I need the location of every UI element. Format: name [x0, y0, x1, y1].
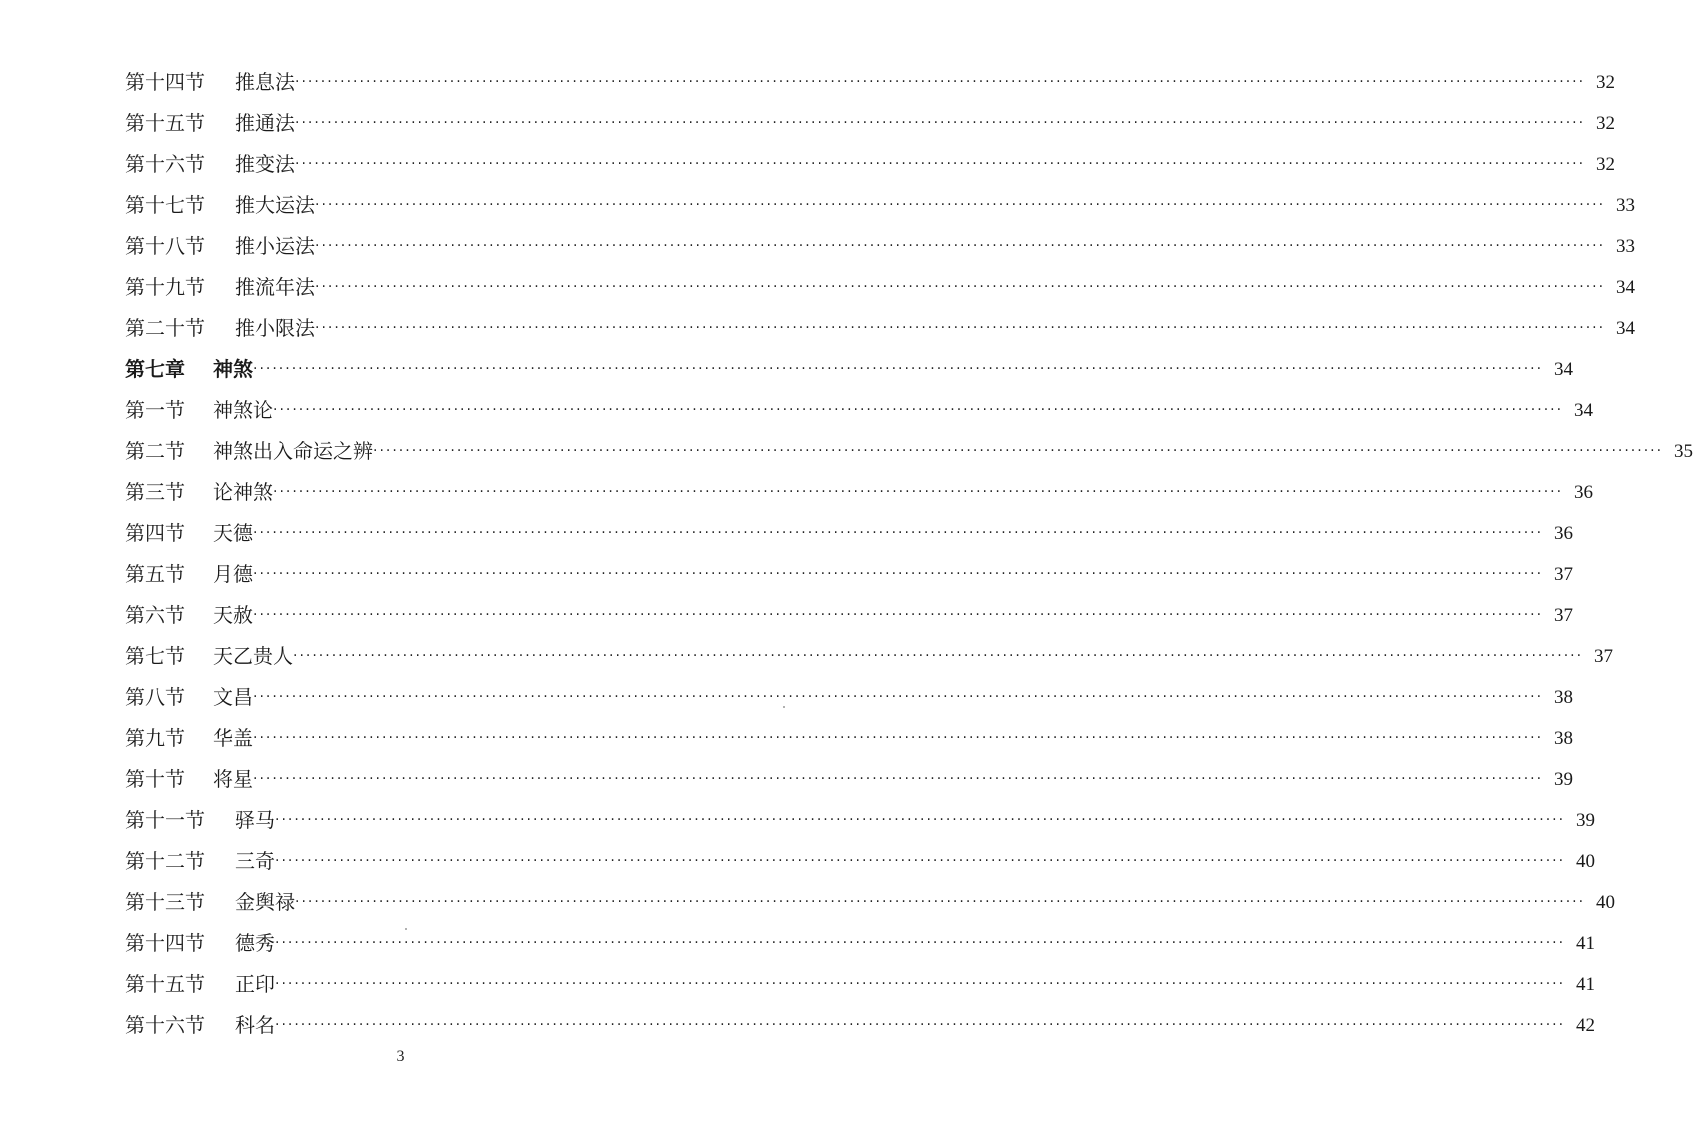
toc-entry-label: 第十节 — [125, 767, 185, 791]
toc-entry-label: 第十三节 — [125, 890, 205, 914]
toc-dot-leader: ········································································································································································································ — [315, 197, 1606, 213]
toc-entry-title: 推大运法 — [235, 193, 315, 217]
toc-dot-leader: ········································································································································································································ — [253, 361, 1544, 377]
toc-dot-leader: ········································································································································································································ — [275, 853, 1566, 869]
toc-entry-label: 第八节 — [125, 685, 185, 709]
toc-entry-label: 第十二节 — [125, 849, 205, 873]
toc-section-entry — [125, 142, 1616, 176]
toc-dot-leader: ········································································································································································································ — [295, 156, 1586, 172]
toc-section-entry — [125, 101, 1616, 135]
toc-dot-leader: ········································································································································································································ — [315, 279, 1606, 295]
toc-entry-label: 第十五节 — [125, 972, 205, 996]
toc-entry-title: 科名 — [235, 1013, 275, 1037]
toc-section-entry — [125, 1003, 1596, 1037]
toc-entry-label: 第十八节 — [125, 234, 205, 258]
toc-entry-title: 驿马 — [235, 808, 275, 832]
toc-entry-label: 第五节 — [125, 562, 185, 586]
toc-dot-leader: ········································································································································································································ — [295, 115, 1586, 131]
toc-entry-page: 33 — [1616, 236, 1636, 257]
toc-entry-page: 34 — [1574, 400, 1594, 421]
toc-dot-leader: ········································································································································································································ — [273, 484, 1564, 500]
toc-entry-label: 第六节 — [125, 603, 185, 627]
toc-entry-title: 神煞论 — [213, 398, 273, 422]
toc-section-entry — [125, 388, 1594, 422]
toc-dot-leader: ········································································································································································································ — [253, 689, 1544, 705]
toc-entry-page: 40 — [1576, 851, 1596, 872]
toc-entry-label: 第七节 — [125, 644, 185, 668]
toc-entry-page: 42 — [1576, 1015, 1596, 1036]
toc-entry-page: 37 — [1554, 605, 1574, 626]
toc-dot-leader: ········································································································································································································ — [253, 607, 1544, 623]
toc-entry-page: 39 — [1554, 769, 1574, 790]
toc-section-entry — [125, 921, 1596, 955]
toc-entry-title: 神煞出入命运之辨 — [213, 439, 373, 463]
toc-entry-title: 将星 — [213, 767, 253, 791]
toc-entry-title: 推通法 — [235, 111, 295, 135]
toc-dot-leader: ········································································································································································································ — [315, 320, 1606, 336]
toc-dot-leader: ········································································································································································································ — [275, 976, 1566, 992]
toc-entry-title: 推小限法 — [235, 316, 315, 340]
toc-dot-leader: ········································································································································································································ — [315, 238, 1606, 254]
toc-entry-label: 第十四节 — [125, 70, 205, 94]
toc-entry-title: 文昌 — [213, 685, 253, 709]
toc-dot-leader: ········································································································································································································ — [295, 74, 1586, 90]
toc-entry-label: 第二十节 — [125, 316, 205, 340]
toc-entry-title: 德秀 — [235, 931, 275, 955]
toc-entry-page: 33 — [1616, 195, 1636, 216]
toc-entry-label: 第十六节 — [125, 152, 205, 176]
scan-speck — [405, 928, 407, 930]
toc-entry-label: 第九节 — [125, 726, 185, 750]
toc-section-entry — [125, 634, 1614, 668]
toc-entry-label: 第十九节 — [125, 275, 205, 299]
toc-entry-page: 39 — [1576, 810, 1596, 831]
toc-entry-title: 金舆禄 — [235, 890, 295, 914]
toc-dot-leader: ········································································································································································································ — [273, 402, 1564, 418]
toc-section-entry — [125, 675, 1574, 709]
toc-entry-title: 三奇 — [235, 849, 275, 873]
toc-entry-label: 第十六节 — [125, 1013, 205, 1037]
toc-entry-page: 36 — [1554, 523, 1574, 544]
toc-entry-label: 第十四节 — [125, 931, 205, 955]
toc-section-entry — [125, 183, 1636, 217]
toc-section-entry — [125, 60, 1616, 94]
toc-dot-leader: ········································································································································································································ — [373, 443, 1664, 459]
toc-section-entry — [125, 757, 1574, 791]
toc-section-entry — [125, 306, 1636, 340]
toc-section-entry — [125, 962, 1596, 996]
toc-dot-leader: ········································································································································································································ — [295, 894, 1586, 910]
toc-entry-page: 32 — [1596, 113, 1616, 134]
toc-entry-label: 第十一节 — [125, 808, 205, 832]
toc-entry-title: 神煞 — [213, 357, 253, 381]
toc-entry-label: 第十七节 — [125, 193, 205, 217]
toc-entry-title: 推变法 — [235, 152, 295, 176]
toc-entry-page: 38 — [1554, 728, 1574, 749]
toc-section-entry — [125, 511, 1574, 545]
toc-entry-page: 32 — [1596, 154, 1616, 175]
toc-entry-title: 月德 — [213, 562, 253, 586]
toc-dot-leader: ········································································································································································································ — [253, 730, 1544, 746]
toc-entry-title: 华盖 — [213, 726, 253, 750]
toc-dot-leader: ········································································································································································································ — [253, 771, 1544, 787]
toc-entry-title: 正印 — [235, 972, 275, 996]
toc-entry-page: 37 — [1554, 564, 1574, 585]
toc-entry-title: 论神煞 — [213, 480, 273, 504]
toc-entry-title: 天乙贵人 — [213, 644, 293, 668]
toc-section-entry — [125, 839, 1596, 873]
toc-entry-label: 第七章 — [125, 357, 185, 381]
toc-entry-page: 32 — [1596, 72, 1616, 93]
toc-entry-page: 40 — [1596, 892, 1616, 913]
toc-entry-page: 41 — [1576, 974, 1596, 995]
toc-section-entry — [125, 880, 1616, 914]
toc-section-entry — [125, 593, 1574, 627]
toc-entry-page: 36 — [1574, 482, 1594, 503]
toc-section-entry — [125, 429, 1693, 463]
toc-dot-leader: ········································································································································································································ — [275, 935, 1566, 951]
toc-dot-leader: ········································································································································································································ — [253, 525, 1544, 541]
toc-entry-label: 第三节 — [125, 480, 185, 504]
scan-speck — [783, 706, 785, 708]
toc-entry-page: 37 — [1594, 646, 1614, 667]
toc-section-entry — [125, 716, 1574, 750]
toc-entry-label: 第四节 — [125, 521, 185, 545]
toc-entry-title: 天赦 — [213, 603, 253, 627]
toc-entry-title: 天德 — [213, 521, 253, 545]
toc-dot-leader: ········································································································································································································ — [275, 812, 1566, 828]
toc-entry-label: 第十五节 — [125, 111, 205, 135]
toc-dot-leader: ········································································································································································································ — [253, 566, 1544, 582]
toc-entry-page: 41 — [1576, 933, 1596, 954]
toc-entry-title: 推息法 — [235, 70, 295, 94]
toc-entry-label: 第一节 — [125, 398, 185, 422]
page-number: 3 — [396, 1048, 405, 1065]
toc-entry-label: 第二节 — [125, 439, 185, 463]
toc-section-entry — [125, 798, 1596, 832]
toc-section-entry — [125, 470, 1594, 504]
toc-section-entry — [125, 224, 1636, 258]
toc-entry-page: 34 — [1554, 359, 1574, 380]
toc-section-entry — [125, 265, 1636, 299]
toc-entry-page: 34 — [1616, 277, 1636, 298]
toc-entry-page: 35 — [1674, 441, 1693, 462]
toc-section-entry — [125, 552, 1574, 586]
toc-entry-page: 38 — [1554, 687, 1574, 708]
toc-entry-title: 推小运法 — [235, 234, 315, 258]
toc-entry-title: 推流年法 — [235, 275, 315, 299]
toc-chapter-entry — [125, 347, 1574, 381]
toc-dot-leader: ········································································································································································································ — [293, 648, 1584, 664]
toc-dot-leader: ········································································································································································································ — [275, 1017, 1566, 1033]
toc-entry-page: 34 — [1616, 318, 1636, 339]
